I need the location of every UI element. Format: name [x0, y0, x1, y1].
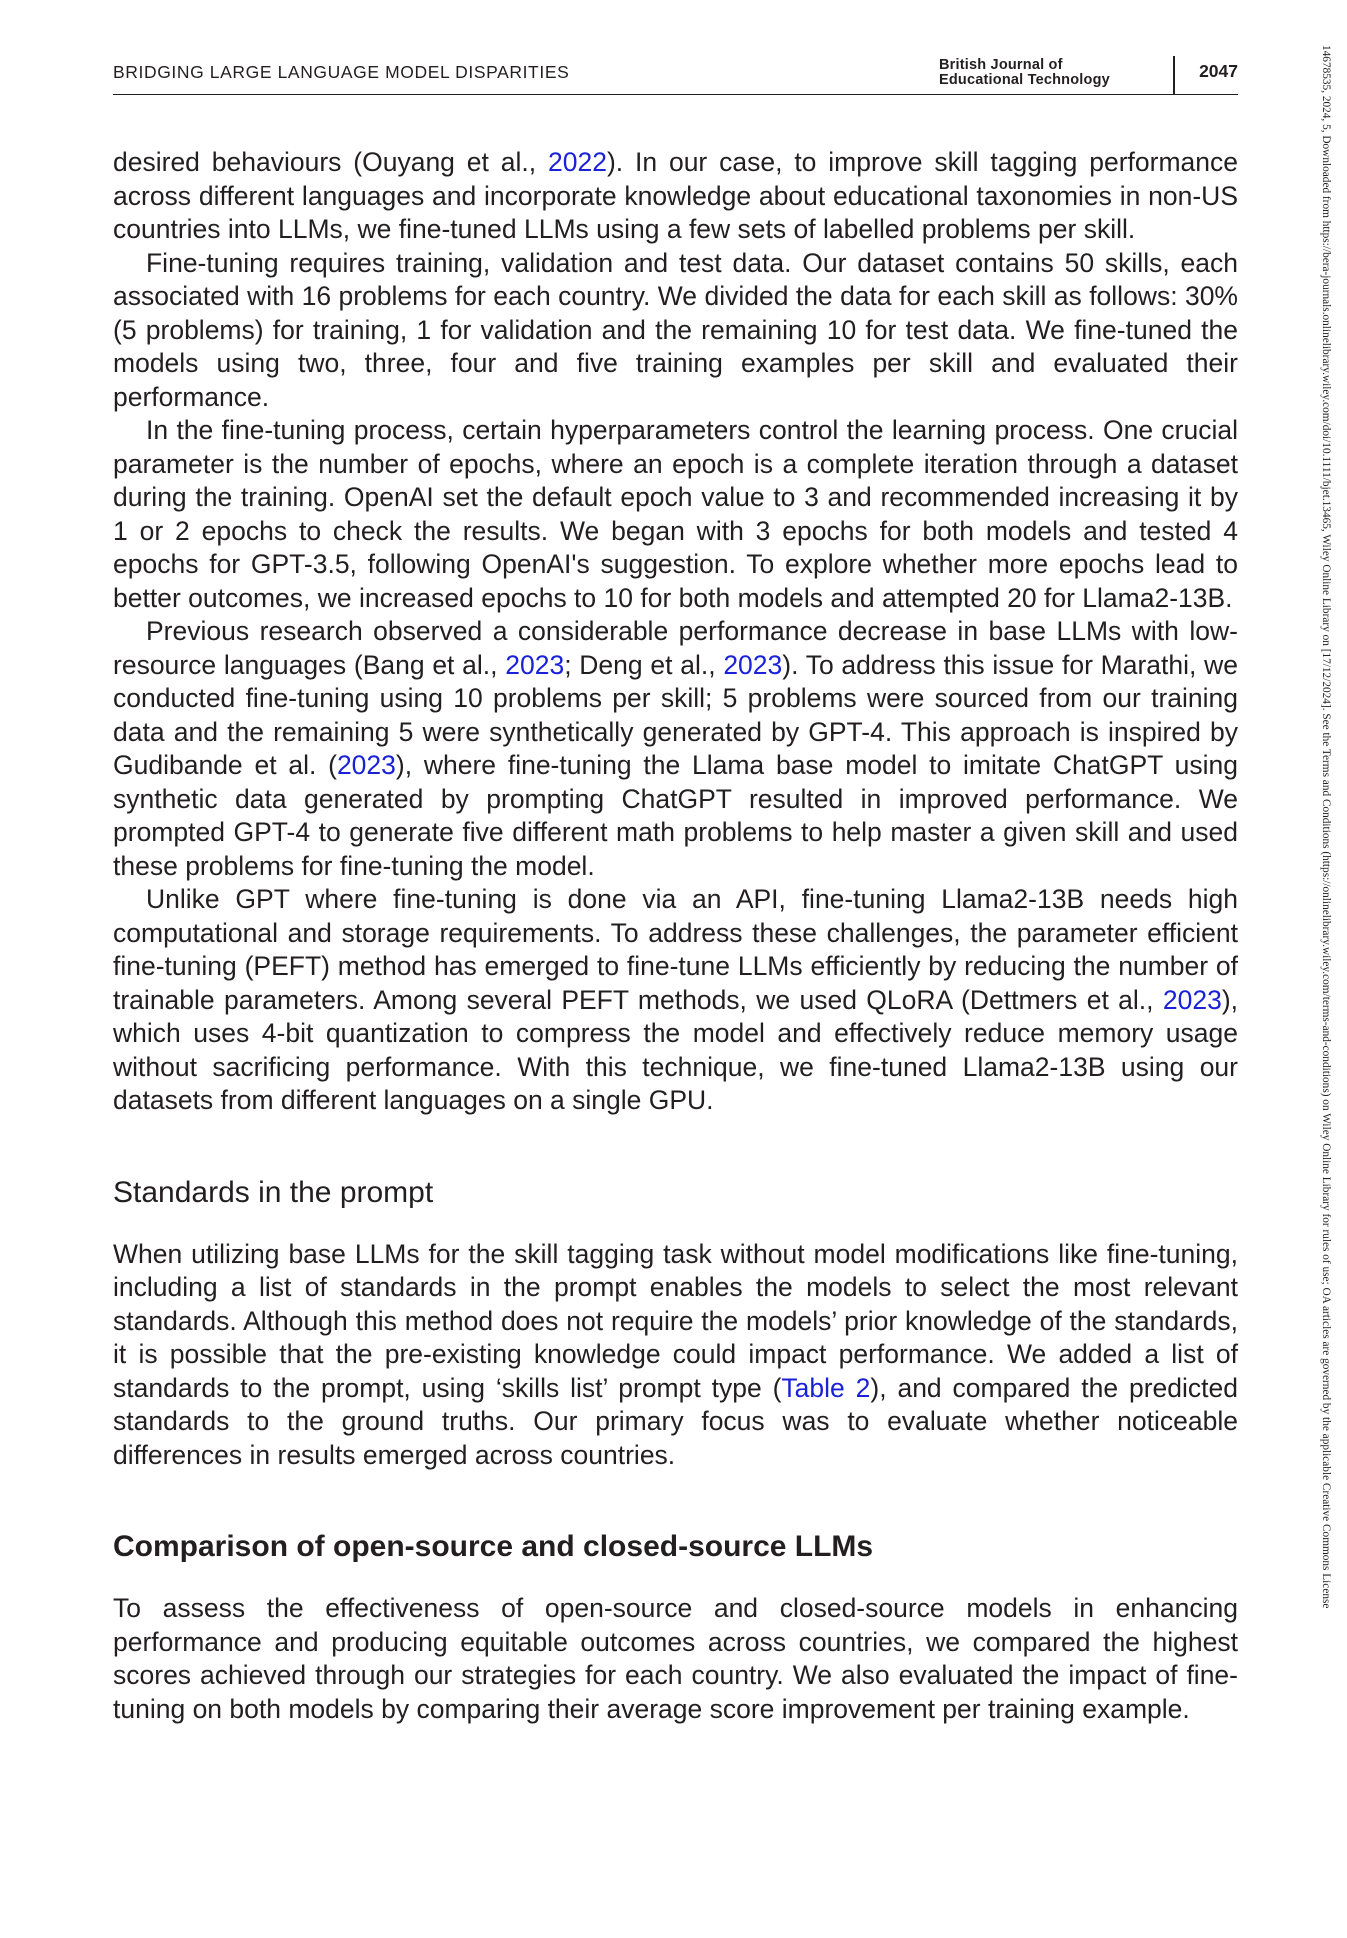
journal-name [939, 58, 1110, 88]
paragraph-standards [113, 1238, 1238, 1473]
text-run: ), where fine-tuning the Llama base model to imitate ChatGPT using synthetic data generated by prompting ChatGPT resulted in improved performance. We prompted GPT-4 to generate five different math problems to help master a given skill and used these problems for fine-tuning the model. [113, 750, 1238, 881]
table-link[interactable]: Table 2 [781, 1372, 871, 1403]
paragraph-data-split: Fine-tuning requires training, validation and test data. Our dataset contains 50 skills, each associated with 16 problems for each country. We divided the data for each skill as follows: 30% (5 problems) for training, 1 for validation and the remaining 10 for test data. We fine-tuned the models using two, three, four and five training examples per skill and evaluated their performance. [113, 247, 1238, 412]
citation-link[interactable]: 2022 [547, 147, 607, 177]
citation-link[interactable]: 2023 [1162, 984, 1222, 1015]
text-run: ). To address this issue for Marathi, we conducted fine-tuning using 10 problems per skill; 5 problems were sourced from our training data and the remaining 5 were synthetically generated by GPT-4. This approach is inspired by Gudibande et al. ( [113, 649, 1239, 780]
paragraph-epochs: In the fine-tuning process, certain hyperparameters control the learning process. One crucial parameter is the number of epochs, where an epoch is a complete iteration through a dataset during the training. OpenAI set the default epoch value to 3 and recommended increasing it by 1 or 2 epochs to check the results. We began with 3 epochs for both models and tested 4 epochs for GPT-3.5, following OpenAI's suggestion. To explore whether more epochs lead to better outcomes, we increased epochs to 10 for both models and attempted 20 for Llama2-13B. [113, 415, 1238, 613]
page-header [113, 58, 1238, 95]
download-notice-sidebar: 14678535, 2024, 5, Downloaded from https://bera-journals.onlinelibrary.wiley.com/doi/10.1111/bjet.13465, Wiley Online Library on [17/12/2024]. See the Terms and Conditions (https://onlinelibrary.wiley.com/terms-and-conditions) on Wiley Online Library for rules of use; OA articles are governed by the applicable Creative Commons License [1320, 45, 1332, 1609]
section-heading-standards: Standards in the prompt [113, 1175, 434, 1209]
paragraph-comparison: To assess the effectiveness of open-source and closed-source models in enhancing performance and producing equitable outcomes across countries, we compared the highest scores achieved through our strategies for each country. We also evaluated the impact of fine-tuning on both models by comparing their average score improvement per training example. [113, 1593, 1238, 1724]
citation-link[interactable]: 2023 [336, 750, 396, 780]
section-heading-comparison: Comparison of open-source and closed-source LLMs [113, 1530, 874, 1563]
running-head: BRIDGING LARGE LANGUAGE MODEL DISPARITIES [113, 62, 570, 82]
text-run: ; Deng et al., [564, 649, 724, 680]
citation-link[interactable]: 2023 [723, 649, 783, 680]
article-body [113, 146, 1238, 1726]
citation-link[interactable]: 2023 [505, 649, 565, 680]
paragraph-fine-tuning-intro [113, 146, 1238, 247]
text-run: Previous research observed a considerable performance decrease in base LLMs with low-resource languages (Bang et al., [113, 616, 1238, 680]
text-run: When utilizing base LLMs for the skill tagging task without model modifications like fine-tuning, including a list of standards in the prompt enables the models to select the most relevant standards. Although this method does not require the models’ prior knowledge of the standards, it is possible that the pre-existing knowledge could impact performance. We added a list of standards to the prompt, using ‘skills list’ prompt type ( [113, 1238, 1238, 1403]
page-number: 2047 [1199, 61, 1238, 81]
paragraph-low-resource [113, 615, 1238, 883]
text-run: Unlike GPT where fine-tuning is done via an API, fine-tuning Llama2-13B needs high computational and storage requirements. To address these challenges, the parameter efficient fine-tuning (PEFT) method has emerged to fine-tune LLMs efficiently by reducing the number of trainable parameters. Among several PEFT methods, we used QLoRA (Dettmers et al., [113, 884, 1238, 1015]
text-run: desired behaviours (Ouyang et al., [113, 147, 548, 177]
text-run: ), which uses 4-bit quantization to compress the model and effectively reduce memory usage without sacrificing performance. With this technique, we fine-tuned Llama2-13B using our datasets from different languages on a single GPU. [113, 984, 1238, 1115]
paragraph-peft [113, 883, 1238, 1118]
journal-name-line-2: Educational Technology [939, 72, 1110, 88]
text-run: ), and compared the predicted standards to the ground truths. Our primary focus was to evaluate whether noticeable differences in results emerged across countries. [113, 1372, 1239, 1470]
text-run: ). In our case, to improve skill tagging performance across different languages and incorporate knowledge about educational taxonomies in non-US countries into LLMs, we fine-tuned LLMs using a few sets of labelled problems per skill. [113, 147, 1239, 244]
header-divider [1173, 56, 1175, 94]
journal-name-line-1: British Journal of [939, 57, 1063, 73]
